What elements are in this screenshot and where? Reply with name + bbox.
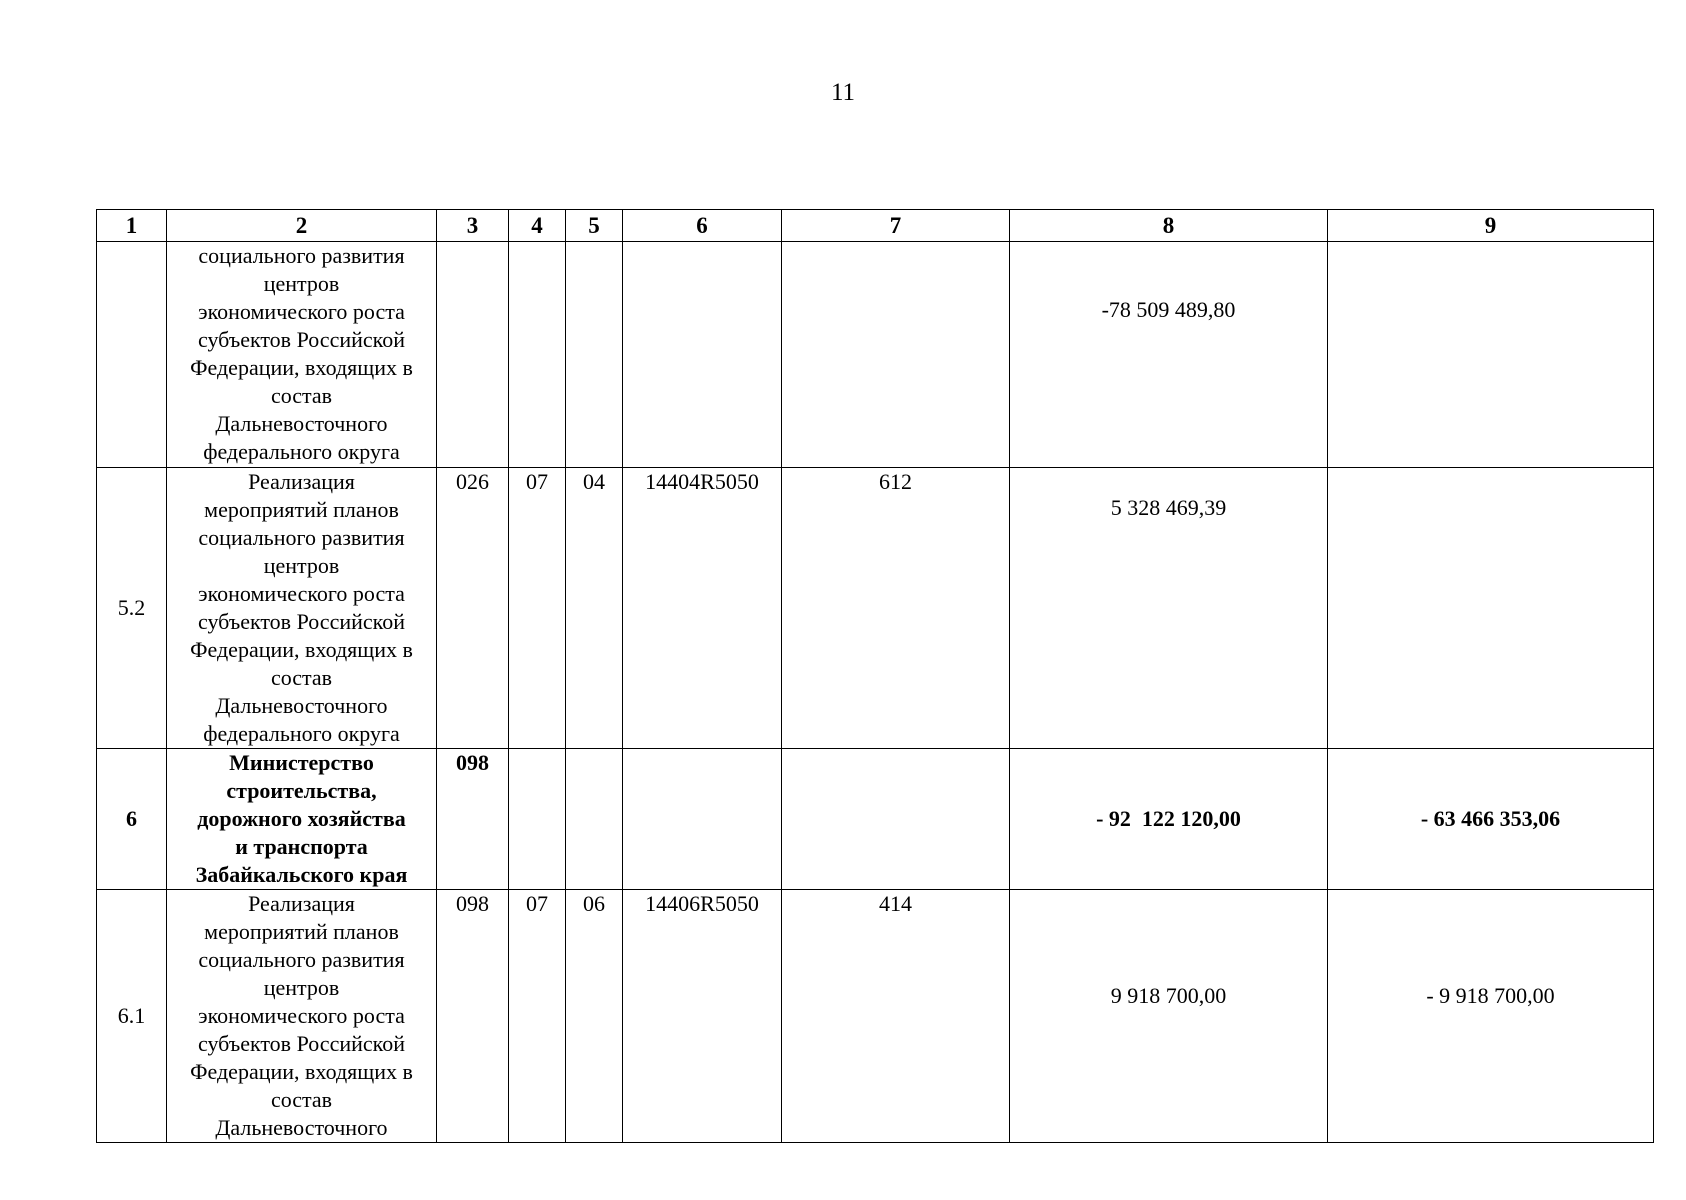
- description-line: строительства,: [226, 778, 377, 803]
- row-description: [167, 242, 437, 468]
- cell-expense-type: 612: [782, 468, 1010, 749]
- column-header-2: 2: [167, 210, 437, 242]
- cell-section: [509, 749, 566, 890]
- column-header-6: 6: [623, 210, 782, 242]
- budget-table: [96, 209, 1654, 1143]
- description-line: дорожного хозяйства: [197, 806, 406, 831]
- table-row: [97, 890, 1654, 1143]
- cell-amount-9: - 63 466 353,06: [1328, 749, 1654, 890]
- description-line: мероприятий планов: [204, 497, 399, 522]
- description-line: мероприятий планов: [204, 919, 399, 944]
- description-line: Забайкальского края: [195, 862, 408, 887]
- description-line: центров: [263, 975, 340, 1000]
- cell-amount-8: - 92 122 120,00: [1010, 749, 1328, 890]
- column-header-4: 4: [509, 210, 566, 242]
- row-description: [167, 468, 437, 749]
- description-line: федерального округа: [203, 721, 400, 746]
- amount-value: -78 509 489,80: [1101, 297, 1236, 322]
- description-line: центров: [263, 553, 340, 578]
- cell-code: [437, 242, 509, 468]
- description-line: Дальневосточного: [215, 693, 388, 718]
- description-line: Федерации, входящих в: [190, 637, 413, 662]
- column-header-1: 1: [97, 210, 167, 242]
- cell-amount-9: [1328, 468, 1654, 749]
- description-line: экономического роста: [198, 581, 405, 606]
- description-line: субъектов Российской: [197, 609, 405, 634]
- cell-amount-9: [1328, 242, 1654, 468]
- cell-subsection: 06: [566, 890, 623, 1143]
- column-header-9: 9: [1328, 210, 1654, 242]
- cell-expense-type: [782, 242, 1010, 468]
- description-line: субъектов Российской: [197, 1031, 405, 1056]
- cell-section: [509, 242, 566, 468]
- cell-subsection: [566, 242, 623, 468]
- description-line: Федерации, входящих в: [190, 355, 413, 380]
- description-line: состав: [270, 1087, 333, 1112]
- cell-expense-type: 414: [782, 890, 1010, 1143]
- row-number: 6.1: [97, 890, 167, 1143]
- column-header-5: 5: [566, 210, 623, 242]
- cell-amount-8: 9 918 700,00: [1010, 890, 1328, 1143]
- cell-section: 07: [509, 468, 566, 749]
- cell-target-article: 14404R5050: [623, 468, 782, 749]
- page-number: 11: [830, 79, 856, 106]
- cell-target-article: [623, 242, 782, 468]
- cell-code: 026: [437, 468, 509, 749]
- header-row: [97, 210, 1654, 242]
- cell-subsection: 04: [566, 468, 623, 749]
- description-line: и транспорта: [235, 834, 368, 859]
- row-number: [97, 242, 167, 468]
- table-row: [97, 242, 1654, 468]
- description-line: центров: [263, 271, 340, 296]
- cell-target-article: [623, 749, 782, 890]
- description-line: Министерство: [229, 750, 374, 775]
- description-line: состав: [270, 665, 333, 690]
- description-line: экономического роста: [198, 299, 405, 324]
- cell-code: 098: [437, 890, 509, 1143]
- description-line: Дальневосточного: [215, 1115, 388, 1140]
- description-line: социального развития: [198, 525, 405, 550]
- cell-subsection: [566, 749, 623, 890]
- column-header-8: 8: [1010, 210, 1328, 242]
- row-description: [167, 890, 437, 1143]
- row-number: 6: [97, 749, 167, 890]
- description-line: Реализация: [248, 891, 355, 916]
- column-header-7: 7: [782, 210, 1010, 242]
- description-line: экономического роста: [198, 1003, 405, 1028]
- description-line: Федерации, входящих в: [190, 1059, 413, 1084]
- cell-amount-8: [1010, 242, 1328, 468]
- cell-amount-8: 5 328 469,39: [1010, 468, 1328, 749]
- row-description: [167, 749, 437, 890]
- description-line: состав: [270, 383, 333, 408]
- cell-section: 07: [509, 890, 566, 1143]
- table-row: [97, 749, 1654, 890]
- description-line: субъектов Российской: [197, 327, 405, 352]
- table-row: [97, 468, 1654, 749]
- cell-amount-9: - 9 918 700,00: [1328, 890, 1654, 1143]
- row-number: 5.2: [97, 468, 167, 749]
- description-line: федерального округа: [203, 439, 400, 464]
- description-line: Дальневосточного: [215, 411, 388, 436]
- cell-target-article: 14406R5050: [623, 890, 782, 1143]
- description-line: Реализация: [248, 469, 355, 494]
- cell-code: 098: [437, 749, 509, 890]
- cell-expense-type: [782, 749, 1010, 890]
- description-line: социального развития: [198, 243, 405, 268]
- column-header-3: 3: [437, 210, 509, 242]
- description-line: социального развития: [198, 947, 405, 972]
